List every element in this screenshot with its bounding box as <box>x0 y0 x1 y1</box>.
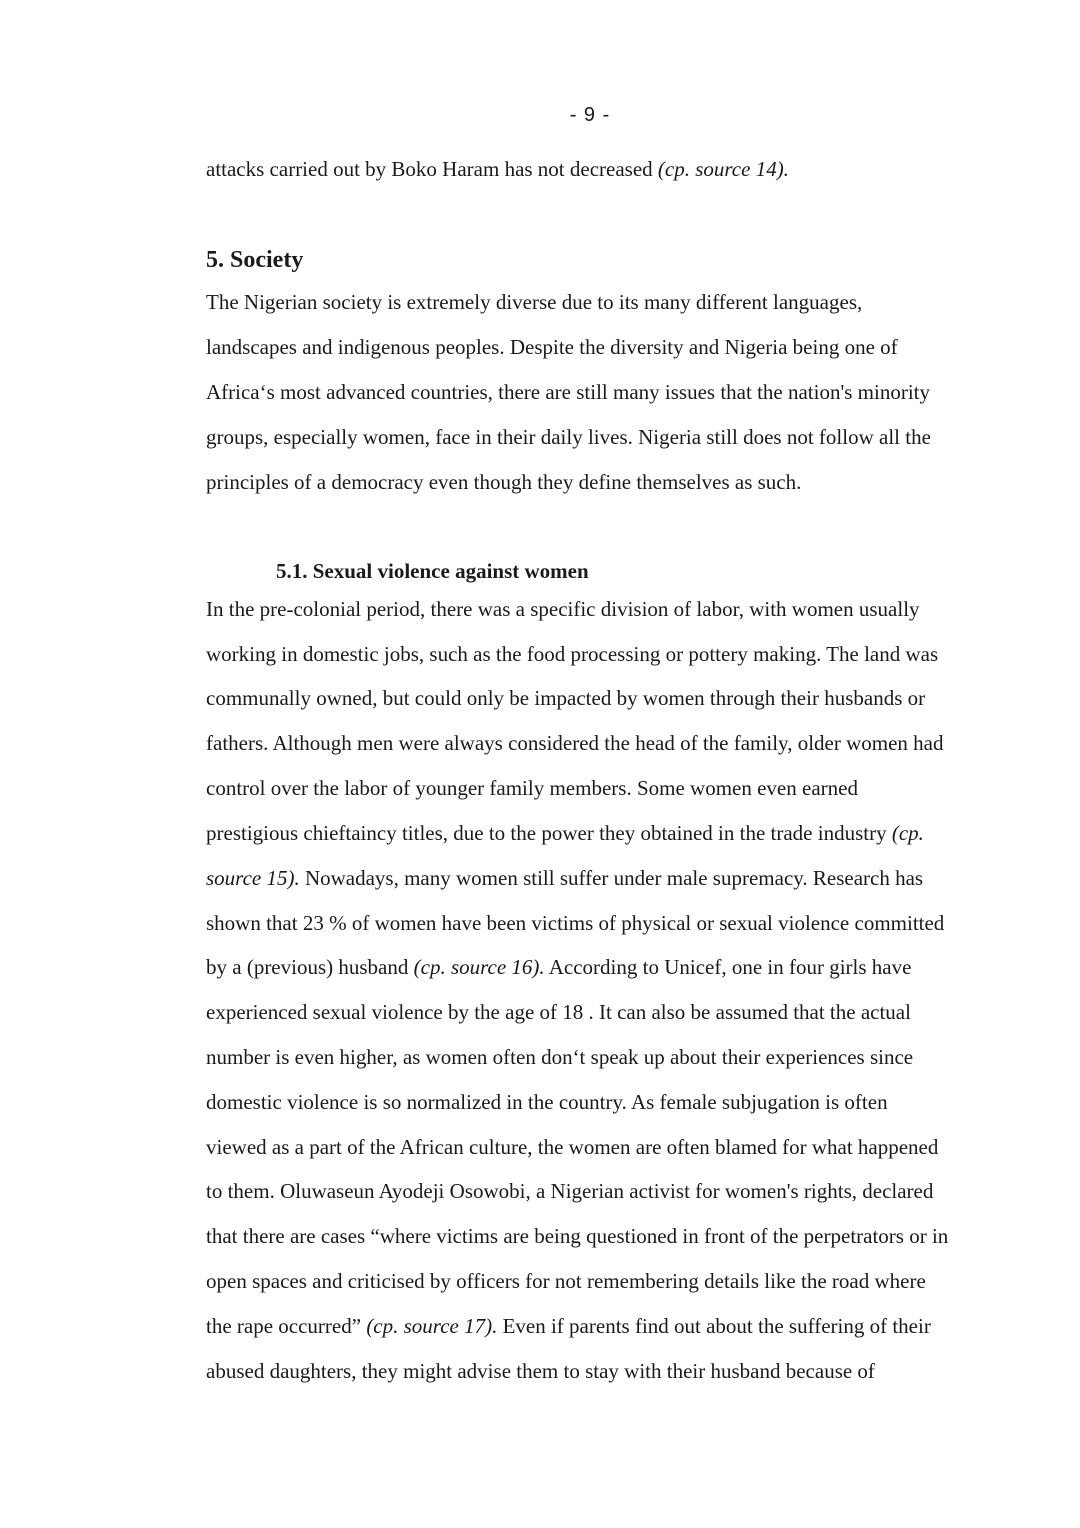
body-text: Nowadays, many women still suffer under male supremacy. Research has <box>299 866 924 890</box>
body-line: shown that 23 % of women have been victims of physical or sexual violence committed <box>206 911 945 935</box>
body-text: by a (previous) husband <box>206 955 414 979</box>
body-line: In the pre-colonial period, there was a specific division of labor, with women usually <box>206 597 920 621</box>
body-line: groups, especially women, face in their daily lives. Nigeria still does not follow all the <box>206 425 931 449</box>
body-text: According to Unicef, one in four girls have <box>544 955 912 979</box>
page-number: - 9 - <box>569 104 611 126</box>
citation: source 15). <box>206 866 300 890</box>
body-line: experienced sexual violence by the age of 18 . It can also be assumed that the actual <box>206 1000 911 1024</box>
citation: (cp. source 14). <box>657 157 789 181</box>
body-line: domestic violence is so normalized in the country. As female subjugation is often <box>206 1090 888 1114</box>
body-line <box>206 868 923 889</box>
body-line: Africa‘s most advanced countries, there are still many issues that the nation's minority <box>206 380 931 404</box>
intro-line <box>206 159 789 180</box>
body-line: communally owned, but could only be impacted by women through their husbands or <box>206 686 926 710</box>
body-line: viewed as a part of the African culture, the women are often blamed for what happened <box>206 1135 939 1159</box>
body-text: Even if parents find out about the suffering of their <box>497 1314 931 1338</box>
body-line: control over the labor of younger family members. Some women even earned <box>206 776 858 800</box>
body-line: abused daughters, they might advise them to stay with their husband because of <box>206 1359 875 1383</box>
body-line: principles of a democracy even though they define themselves as such. <box>206 470 802 494</box>
body-line <box>206 823 924 844</box>
body-line: open spaces and criticised by officers for not remembering details like the road where <box>206 1269 926 1293</box>
body-line: landscapes and indigenous peoples. Despite the diversity and Nigeria being one of <box>206 335 898 359</box>
body-line: The Nigerian society is extremely diverse due to its many different languages, <box>206 290 863 314</box>
body-line: number is even higher, as women often don‘t speak up about their experiences since <box>206 1045 914 1069</box>
citation: (cp. source 17). <box>366 1314 498 1338</box>
section-heading: 5. Society <box>206 247 304 273</box>
citation: (cp. source 16). <box>413 955 545 979</box>
citation: (cp. <box>891 821 924 845</box>
body-text: the rape occurred” <box>206 1314 367 1338</box>
body-line: working in domestic jobs, such as the food processing or pottery making. The land was <box>206 642 939 666</box>
intro-text: attacks carried out by Boko Haram has not decreased <box>206 157 658 181</box>
subsection-heading: 5.1. Sexual violence against women <box>276 559 589 583</box>
body-line <box>206 1316 931 1337</box>
body-line <box>206 957 911 978</box>
body-line: to them. Oluwaseun Ayodeji Osowobi, a Nigerian activist for women's rights, declared <box>206 1179 934 1203</box>
body-line: fathers. Although men were always considered the head of the family, older women had <box>206 731 944 755</box>
body-line: that there are cases “where victims are being questioned in front of the perpetrators or in <box>206 1224 949 1248</box>
body-text: prestigious chieftaincy titles, due to the power they obtained in the trade industry <box>206 821 892 845</box>
